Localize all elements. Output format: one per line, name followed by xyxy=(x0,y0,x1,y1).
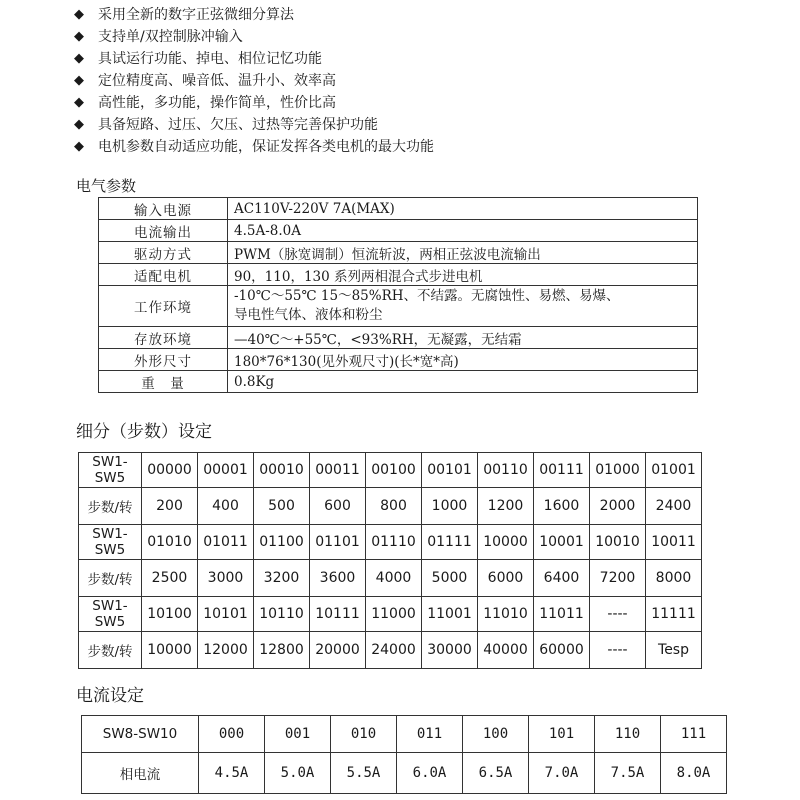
table-cell: 2000 xyxy=(590,488,646,525)
table-cell: 12000 xyxy=(198,632,254,669)
table-row xyxy=(82,716,727,753)
param-value-line: -10℃～55℃ 15～85%RH、不结露。无腐蚀性、易燃、易爆、 xyxy=(234,288,620,304)
feature-text: 定位精度高、噪音低、温升小、效率高 xyxy=(98,73,336,89)
table-row xyxy=(99,349,698,371)
table-row xyxy=(99,371,698,393)
electrical-params-title: 电气参数 xyxy=(76,177,137,195)
table-cell: 110 xyxy=(595,716,661,753)
table-cell: 10111 xyxy=(310,597,366,632)
table-cell: 00111 xyxy=(534,453,590,488)
table-cell: 8.0A xyxy=(661,753,727,794)
table-cell: 24000 xyxy=(366,632,422,669)
feature-item xyxy=(74,136,434,158)
table-cell: 11010 xyxy=(478,597,534,632)
diamond-bullet-icon: ◆ xyxy=(74,117,84,132)
step-setting-title: 细分（步数）设定 xyxy=(76,422,212,442)
table-cell: 8000 xyxy=(646,560,702,597)
table-cell: 1000 xyxy=(422,488,478,525)
table-cell: 7.0A xyxy=(529,753,595,794)
table-cell: 5000 xyxy=(422,560,478,597)
table-cell: 600 xyxy=(310,488,366,525)
param-value: 4.5A-8.0A xyxy=(228,220,698,242)
feature-item xyxy=(74,92,434,114)
table-cell: Tesp xyxy=(646,632,702,669)
table-cell: 10000 xyxy=(478,525,534,560)
feature-text: 电机参数自动适应功能，保证发挥各类电机的最大功能 xyxy=(98,139,434,155)
table-row xyxy=(79,453,702,488)
table-cell: 6.0A xyxy=(397,753,463,794)
table-cell: 3200 xyxy=(254,560,310,597)
table-cell: 12800 xyxy=(254,632,310,669)
table-cell: 01010 xyxy=(142,525,198,560)
table-row xyxy=(79,632,702,669)
table-cell: ---- xyxy=(590,632,646,669)
table-cell: 30000 xyxy=(422,632,478,669)
param-key: 适配电机 xyxy=(99,264,228,286)
table-cell: 010 xyxy=(331,716,397,753)
table-row xyxy=(99,220,698,242)
table-cell: 00011 xyxy=(310,453,366,488)
table-cell: 7200 xyxy=(590,560,646,597)
feature-item xyxy=(74,4,434,26)
table-row xyxy=(82,753,727,794)
diamond-bullet-icon: ◆ xyxy=(74,95,84,110)
feature-text: 具备短路、过压、欠压、过热等完善保护功能 xyxy=(98,117,378,133)
table-cell: 000 xyxy=(199,716,265,753)
param-value: AC110V-220V 7A(MAX) xyxy=(228,198,698,220)
row-header-cell: SW1-SW5 xyxy=(79,597,142,632)
table-cell: 10011 xyxy=(646,525,702,560)
table-cell: 10110 xyxy=(254,597,310,632)
table-cell: 800 xyxy=(366,488,422,525)
feature-item xyxy=(74,26,434,48)
table-cell: 00100 xyxy=(366,453,422,488)
table-cell: 1600 xyxy=(534,488,590,525)
feature-text: 具试运行功能、掉电、相位记忆功能 xyxy=(98,51,322,67)
param-key: 电流输出 xyxy=(99,220,228,242)
table-cell: 6.5A xyxy=(463,753,529,794)
table-cell: 2500 xyxy=(142,560,198,597)
table-cell: 01001 xyxy=(646,453,702,488)
table-row xyxy=(79,525,702,560)
table-row xyxy=(99,242,698,264)
table-cell: 10001 xyxy=(534,525,590,560)
feature-item xyxy=(74,114,434,136)
table-cell: 40000 xyxy=(478,632,534,669)
row-header-cell: 步数/转 xyxy=(79,632,142,669)
table-cell: 01000 xyxy=(590,453,646,488)
table-cell: 00010 xyxy=(254,453,310,488)
param-key: 外形尺寸 xyxy=(99,349,228,371)
table-cell: 6400 xyxy=(534,560,590,597)
table-cell: 00001 xyxy=(198,453,254,488)
table-cell: 11111 xyxy=(646,597,702,632)
feature-item xyxy=(74,70,434,92)
table-cell: 3600 xyxy=(310,560,366,597)
diamond-bullet-icon: ◆ xyxy=(74,139,84,154)
table-cell: 01011 xyxy=(198,525,254,560)
table-cell: 5.5A xyxy=(331,753,397,794)
table-cell: 10101 xyxy=(198,597,254,632)
table-cell: 001 xyxy=(265,716,331,753)
table-cell: 101 xyxy=(529,716,595,753)
table-cell: 111 xyxy=(661,716,727,753)
table-cell: 01111 xyxy=(422,525,478,560)
table-cell: 11001 xyxy=(422,597,478,632)
current-setting-table xyxy=(81,715,727,794)
param-key: 存放环境 xyxy=(99,327,228,349)
feature-list xyxy=(74,4,434,158)
table-cell: 20000 xyxy=(310,632,366,669)
electrical-params-table xyxy=(98,197,698,393)
diamond-bullet-icon: ◆ xyxy=(74,73,84,88)
table-cell: 10010 xyxy=(590,525,646,560)
table-cell: 4000 xyxy=(366,560,422,597)
table-cell: 10100 xyxy=(142,597,198,632)
table-cell: 400 xyxy=(198,488,254,525)
row-header-cell: SW1-SW5 xyxy=(79,525,142,560)
table-row xyxy=(99,327,698,349)
table-cell: 01110 xyxy=(366,525,422,560)
table-cell: 01100 xyxy=(254,525,310,560)
table-cell: 11011 xyxy=(534,597,590,632)
table-row xyxy=(99,286,698,327)
table-cell: 6000 xyxy=(478,560,534,597)
param-value: 90，110，130 系列两相混合式步进电机 xyxy=(228,264,698,286)
feature-text: 高性能，多功能，操作简单，性价比高 xyxy=(98,95,336,111)
table-row xyxy=(79,488,702,525)
table-cell: ---- xyxy=(590,597,646,632)
table-cell: 10000 xyxy=(142,632,198,669)
table-cell: 500 xyxy=(254,488,310,525)
param-value-line: 导电性气体、液体和粉尘 xyxy=(234,307,383,323)
param-value xyxy=(228,286,698,327)
table-cell: 00000 xyxy=(142,453,198,488)
table-row xyxy=(99,198,698,220)
table-row xyxy=(99,264,698,286)
row-header-cell: SW8-SW10 xyxy=(82,716,199,753)
table-cell: 2400 xyxy=(646,488,702,525)
row-header-cell: 相电流 xyxy=(82,753,199,794)
diamond-bullet-icon: ◆ xyxy=(74,51,84,66)
param-value: PWM（脉宽调制）恒流斩波，两相正弦波电流输出 xyxy=(228,242,698,264)
row-header-cell: 步数/转 xyxy=(79,560,142,597)
table-cell: 3000 xyxy=(198,560,254,597)
step-setting-table xyxy=(78,452,702,669)
diamond-bullet-icon: ◆ xyxy=(74,29,84,44)
table-cell: 7.5A xyxy=(595,753,661,794)
param-value: 180*76*130(见外观尺寸)(长*宽*高) xyxy=(228,349,698,371)
feature-text: 采用全新的数字正弦微细分算法 xyxy=(98,7,294,23)
row-header-cell: 步数/转 xyxy=(79,488,142,525)
table-cell: 100 xyxy=(463,716,529,753)
param-key: 重 量 xyxy=(99,371,228,393)
table-cell: 00110 xyxy=(478,453,534,488)
table-cell: 00101 xyxy=(422,453,478,488)
param-value: —40℃～+55℃，<93%RH，无凝露，无结霜 xyxy=(228,327,698,349)
feature-text: 支持单/双控制脉冲输入 xyxy=(98,29,243,45)
table-cell: 11000 xyxy=(366,597,422,632)
param-key: 驱动方式 xyxy=(99,242,228,264)
table-cell: 01101 xyxy=(310,525,366,560)
table-row xyxy=(79,560,702,597)
table-cell: 200 xyxy=(142,488,198,525)
feature-item xyxy=(74,48,434,70)
table-cell: 4.5A xyxy=(199,753,265,794)
param-value: 0.8Kg xyxy=(228,371,698,393)
table-row xyxy=(79,597,702,632)
table-cell: 5.0A xyxy=(265,753,331,794)
table-cell: 1200 xyxy=(478,488,534,525)
table-cell: 011 xyxy=(397,716,463,753)
diamond-bullet-icon: ◆ xyxy=(74,7,84,22)
param-key: 工作环境 xyxy=(99,286,228,327)
param-key: 输入电源 xyxy=(99,198,228,220)
table-cell: 60000 xyxy=(534,632,590,669)
current-setting-title: 电流设定 xyxy=(76,686,144,706)
row-header-cell: SW1-SW5 xyxy=(79,453,142,488)
